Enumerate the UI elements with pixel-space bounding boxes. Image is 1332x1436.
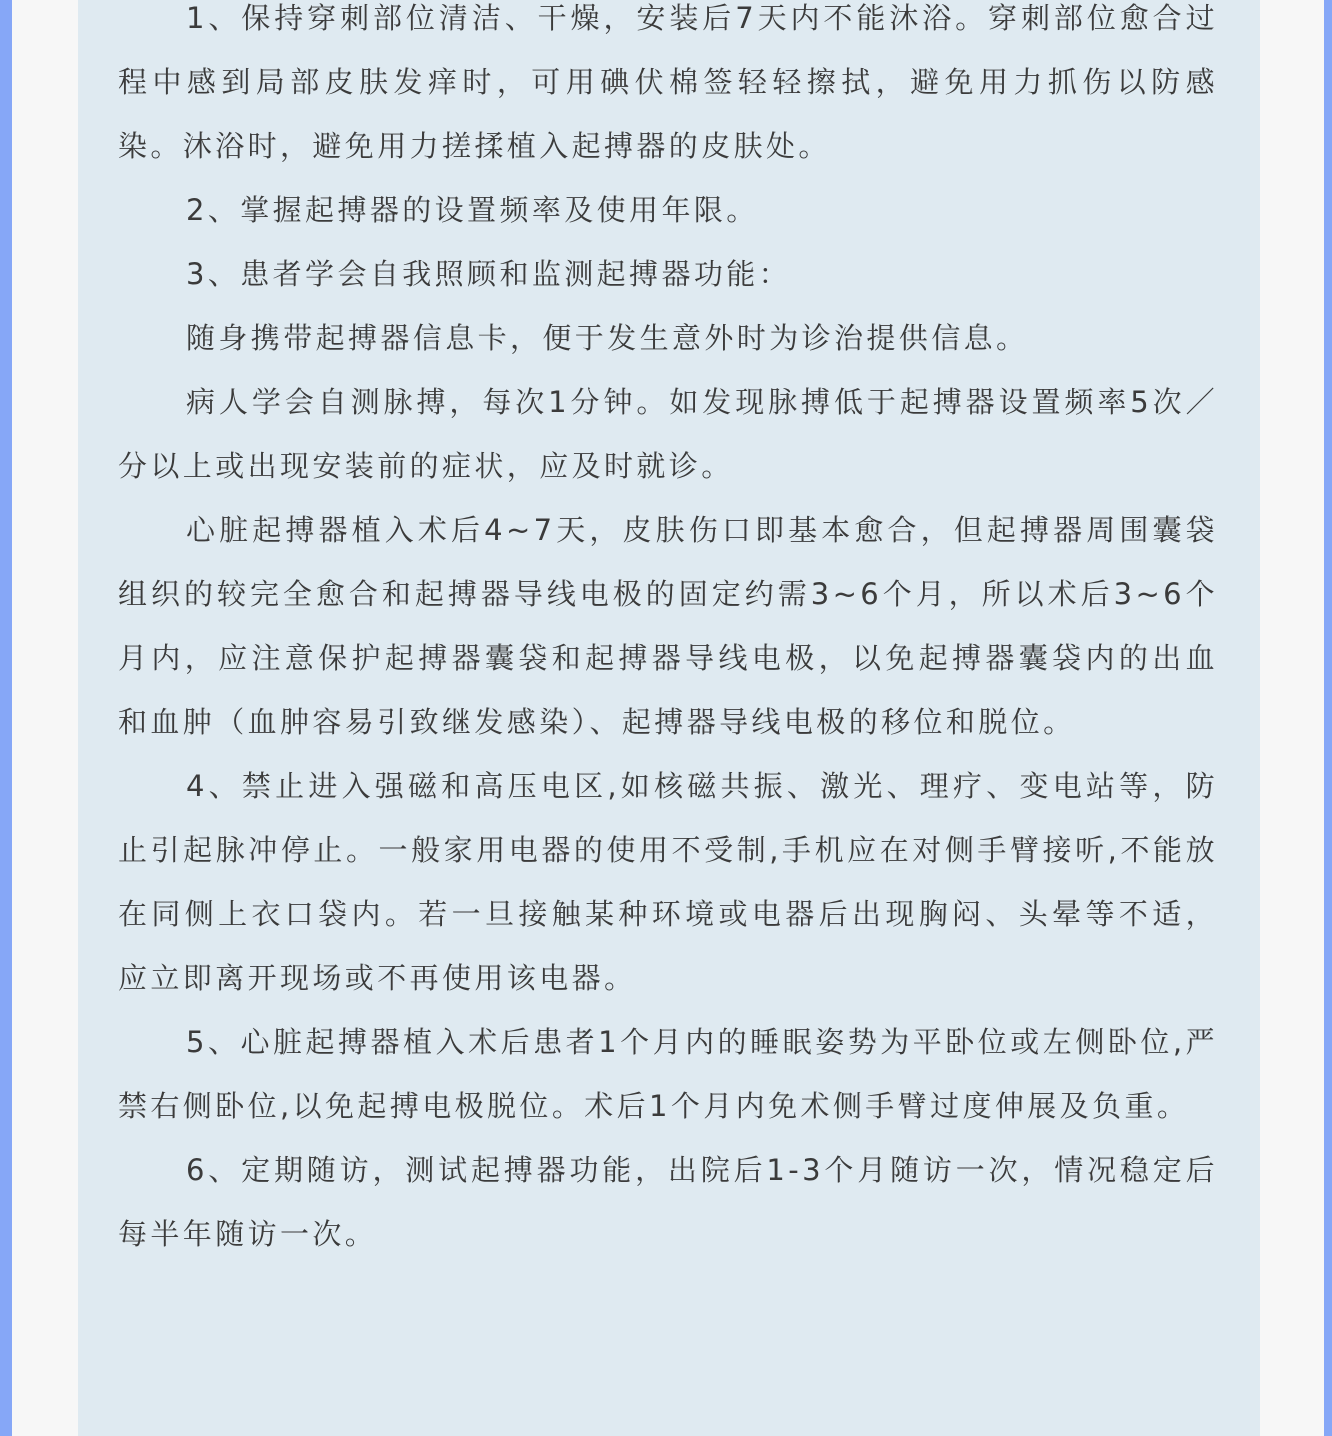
- paragraph-self-monitoring: 3、患者学会自我照顾和监测起搏器功能：: [186, 257, 792, 291]
- paragraph-sleep-posture: 5、心脏起搏器植入术后患者1个月内的睡眠姿势为平卧位或左侧卧位,严禁右侧卧位,以免起搏电极脱位。术后1个月内免术侧手臂过度伸展及负重。: [118, 1025, 1218, 1123]
- paragraph-follow-up: 6、定期随访，测试起搏器功能，出院后1-3个月随访一次，情况稳定后每半年随访一次。: [118, 1153, 1218, 1251]
- paragraph-pulse-check: 病人学会自测脉搏，每次1分钟。如发现脉搏低于起搏器设置频率5次／分以上或出现安装前的症状，应及时就诊。: [118, 385, 1218, 483]
- paragraph-healing: 心脏起搏器植入术后4~7天，皮肤伤口即基本愈合，但起搏器周围囊袋组织的较完全愈合和起搏器导线电极的固定约需3~6个月，所以术后3~6个月内，应注意保护起搏器囊袋和起搏器导线电极，以免起搏器囊袋内的出血和血肿（血肿容易引致继发感染）、起搏器导线电极的移位和脱位。: [118, 513, 1218, 739]
- paragraph-settings: 2、掌握起搏器的设置频率及使用年限。: [186, 193, 759, 227]
- right-accent-bar: [1324, 0, 1332, 1436]
- paragraph-care-site: 1、保持穿刺部位清洁、干燥，安装后7天内不能沐浴。穿刺部位愈合过程中感到局部皮肤发痒时，可用碘伏棉签轻轻擦拭，避免用力抓伤以防感染。沐浴时，避免用力搓揉植入起搏器的皮肤处。: [118, 1, 1218, 163]
- paragraph-info-card: 随身携带起搏器信息卡，便于发生意外时为诊治提供信息。: [186, 321, 1029, 355]
- article-body: [118, 0, 1218, 1266]
- left-accent-bar: [0, 0, 12, 1436]
- paragraph-magnetic-fields: 4、禁止进入强磁和高压电区,如核磁共振、激光、理疗、变电站等，防止引起脉冲停止。一般家用电器的使用不受制,手机应在对侧手臂接听,不能放在同侧上衣口袋内。若一旦接触某种环境或电器后出现胸闷、头晕等不适，应立即离开现场或不再使用该电器。: [118, 769, 1218, 995]
